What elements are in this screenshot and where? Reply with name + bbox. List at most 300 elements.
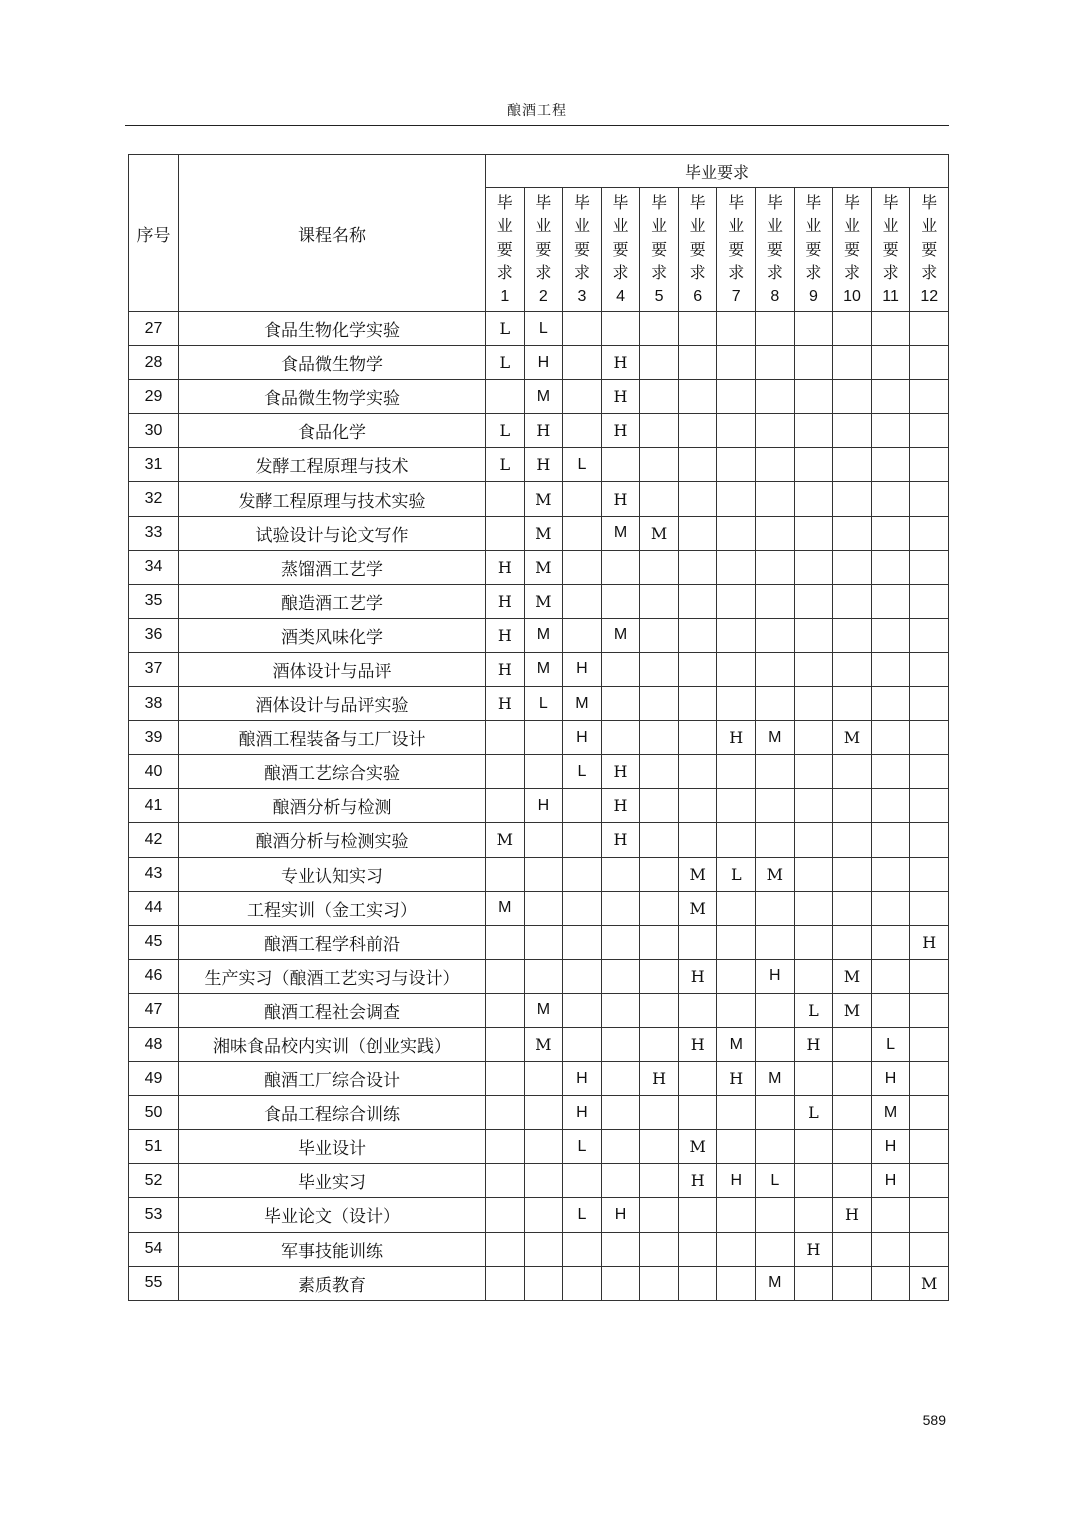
support-level-cell bbox=[640, 550, 679, 584]
row-course-name: 毕业论文（设计） bbox=[179, 1198, 486, 1232]
support-level-cell bbox=[563, 380, 602, 414]
support-level-cell bbox=[601, 687, 640, 721]
support-level-cell bbox=[640, 823, 679, 857]
support-level-cell bbox=[486, 380, 525, 414]
support-level-cell: L bbox=[524, 687, 563, 721]
support-level-cell bbox=[486, 1062, 525, 1096]
support-level-cell: H bbox=[678, 959, 717, 993]
req-header-text: 毕业要求 bbox=[573, 192, 590, 283]
support-level-cell bbox=[640, 993, 679, 1027]
column-header-req-11 bbox=[871, 188, 910, 312]
column-header-req-5 bbox=[640, 188, 679, 312]
support-level-cell bbox=[717, 687, 756, 721]
row-seq: 50 bbox=[129, 1096, 179, 1130]
support-level-cell bbox=[678, 618, 717, 652]
row-course-name: 酒类风味化学 bbox=[179, 618, 486, 652]
support-level-cell bbox=[524, 1198, 563, 1232]
support-level-cell bbox=[794, 346, 833, 380]
support-level-cell: M bbox=[678, 857, 717, 891]
support-level-cell bbox=[486, 1164, 525, 1198]
support-level-cell: H bbox=[563, 652, 602, 686]
support-level-cell: L bbox=[871, 1027, 910, 1061]
support-level-cell bbox=[717, 652, 756, 686]
support-level-cell bbox=[486, 1096, 525, 1130]
support-level-cell bbox=[871, 414, 910, 448]
table-row bbox=[129, 925, 949, 959]
support-level-cell bbox=[640, 482, 679, 516]
support-level-cell: H bbox=[640, 1062, 679, 1096]
support-level-cell: L bbox=[563, 448, 602, 482]
support-level-cell bbox=[833, 1027, 872, 1061]
support-level-cell bbox=[756, 618, 795, 652]
support-level-cell bbox=[678, 550, 717, 584]
support-level-cell bbox=[871, 550, 910, 584]
support-level-cell bbox=[910, 1164, 949, 1198]
support-level-cell bbox=[756, 516, 795, 550]
support-level-cell: H bbox=[524, 414, 563, 448]
support-level-cell bbox=[871, 380, 910, 414]
support-level-cell bbox=[717, 448, 756, 482]
running-header: 酿酒工程 bbox=[507, 103, 567, 119]
support-level-cell: H bbox=[678, 1027, 717, 1061]
row-course-name: 食品微生物学实验 bbox=[179, 380, 486, 414]
row-course-name: 试验设计与论文写作 bbox=[179, 516, 486, 550]
support-level-cell bbox=[910, 721, 949, 755]
support-level-cell bbox=[871, 823, 910, 857]
support-level-cell: M bbox=[524, 1027, 563, 1061]
support-level-cell bbox=[794, 482, 833, 516]
row-seq: 49 bbox=[129, 1062, 179, 1096]
support-level-cell bbox=[833, 414, 872, 448]
support-level-cell bbox=[640, 414, 679, 448]
support-level-cell: H bbox=[486, 584, 525, 618]
support-level-cell bbox=[794, 652, 833, 686]
support-level-cell bbox=[756, 1232, 795, 1266]
support-level-cell bbox=[833, 312, 872, 346]
row-seq: 47 bbox=[129, 993, 179, 1027]
support-level-cell bbox=[717, 993, 756, 1027]
support-level-cell bbox=[833, 1266, 872, 1300]
support-level-cell bbox=[640, 312, 679, 346]
support-level-cell bbox=[871, 516, 910, 550]
req-header-text: 毕业要求 bbox=[496, 192, 513, 283]
support-level-cell bbox=[524, 925, 563, 959]
support-level-cell bbox=[910, 993, 949, 1027]
support-level-cell bbox=[678, 652, 717, 686]
row-seq: 37 bbox=[129, 652, 179, 686]
support-level-cell bbox=[717, 1130, 756, 1164]
row-course-name: 工程实训（金工实习） bbox=[179, 891, 486, 925]
support-level-cell bbox=[563, 959, 602, 993]
support-level-cell bbox=[486, 1130, 525, 1164]
support-level-cell bbox=[794, 687, 833, 721]
support-level-cell bbox=[833, 687, 872, 721]
support-level-cell: H bbox=[563, 721, 602, 755]
support-level-cell bbox=[756, 414, 795, 448]
support-level-cell bbox=[910, 346, 949, 380]
support-level-cell bbox=[756, 482, 795, 516]
support-level-cell: L bbox=[486, 312, 525, 346]
table-row bbox=[129, 380, 949, 414]
support-level-cell bbox=[640, 1027, 679, 1061]
support-level-cell bbox=[871, 925, 910, 959]
support-level-cell bbox=[486, 516, 525, 550]
support-level-cell: H bbox=[486, 550, 525, 584]
support-level-cell: M bbox=[486, 823, 525, 857]
support-level-cell bbox=[563, 346, 602, 380]
support-level-cell: M bbox=[833, 993, 872, 1027]
row-seq: 43 bbox=[129, 857, 179, 891]
support-level-cell bbox=[563, 1164, 602, 1198]
table-row bbox=[129, 1164, 949, 1198]
support-level-cell bbox=[640, 789, 679, 823]
support-level-cell: M bbox=[524, 516, 563, 550]
support-level-cell bbox=[794, 823, 833, 857]
support-level-cell: M bbox=[678, 1130, 717, 1164]
support-level-cell: L bbox=[756, 1164, 795, 1198]
support-level-cell: H bbox=[524, 448, 563, 482]
support-level-cell: M bbox=[756, 857, 795, 891]
support-level-cell bbox=[601, 993, 640, 1027]
support-level-cell bbox=[601, 652, 640, 686]
support-level-cell bbox=[563, 584, 602, 618]
req-header-text: 毕业要求 bbox=[689, 192, 706, 283]
support-level-cell bbox=[563, 1027, 602, 1061]
req-header-number: 1 bbox=[500, 287, 510, 305]
support-level-cell bbox=[678, 380, 717, 414]
support-level-cell bbox=[563, 312, 602, 346]
support-level-cell bbox=[717, 1198, 756, 1232]
support-level-cell: H bbox=[794, 1232, 833, 1266]
req-header-text: 毕业要求 bbox=[651, 192, 668, 283]
support-level-cell: H bbox=[601, 823, 640, 857]
req-header-number: 7 bbox=[731, 287, 741, 305]
support-level-cell: H bbox=[524, 789, 563, 823]
support-level-cell bbox=[910, 550, 949, 584]
support-level-cell bbox=[756, 652, 795, 686]
table-row bbox=[129, 755, 949, 789]
row-course-name: 专业认知实习 bbox=[179, 857, 486, 891]
support-level-cell bbox=[601, 1130, 640, 1164]
support-level-cell bbox=[871, 993, 910, 1027]
support-level-cell bbox=[833, 1130, 872, 1164]
support-level-cell: M bbox=[833, 959, 872, 993]
support-level-cell bbox=[601, 584, 640, 618]
table-row bbox=[129, 312, 949, 346]
support-level-cell bbox=[486, 755, 525, 789]
req-header-text: 毕业要求 bbox=[805, 192, 822, 283]
row-seq: 40 bbox=[129, 755, 179, 789]
support-level-cell: H bbox=[563, 1062, 602, 1096]
support-level-cell bbox=[524, 1164, 563, 1198]
support-level-cell bbox=[871, 1266, 910, 1300]
support-level-cell bbox=[601, 1027, 640, 1061]
support-level-cell bbox=[794, 1130, 833, 1164]
support-level-cell bbox=[678, 1266, 717, 1300]
support-level-cell bbox=[871, 721, 910, 755]
support-level-cell bbox=[871, 789, 910, 823]
support-level-cell: L bbox=[717, 857, 756, 891]
row-seq: 54 bbox=[129, 1232, 179, 1266]
support-level-cell bbox=[910, 1130, 949, 1164]
support-level-cell bbox=[756, 925, 795, 959]
support-level-cell bbox=[756, 346, 795, 380]
support-level-cell bbox=[486, 789, 525, 823]
support-level-cell bbox=[601, 1062, 640, 1096]
support-level-cell bbox=[717, 925, 756, 959]
support-level-cell bbox=[756, 755, 795, 789]
table-row bbox=[129, 414, 949, 448]
row-seq: 29 bbox=[129, 380, 179, 414]
row-course-name: 酿酒工程社会调查 bbox=[179, 993, 486, 1027]
support-level-cell bbox=[486, 925, 525, 959]
support-level-cell bbox=[871, 1198, 910, 1232]
support-level-cell bbox=[910, 448, 949, 482]
support-level-cell bbox=[524, 823, 563, 857]
row-seq: 31 bbox=[129, 448, 179, 482]
support-level-cell bbox=[833, 925, 872, 959]
support-level-cell: M bbox=[524, 550, 563, 584]
support-level-cell bbox=[601, 925, 640, 959]
support-level-cell: M bbox=[871, 1096, 910, 1130]
support-level-cell bbox=[601, 1232, 640, 1266]
support-level-cell: H bbox=[910, 925, 949, 959]
row-seq: 44 bbox=[129, 891, 179, 925]
support-level-cell bbox=[563, 891, 602, 925]
table-row bbox=[129, 823, 949, 857]
req-header-text: 毕业要求 bbox=[766, 192, 783, 283]
support-level-cell: H bbox=[871, 1130, 910, 1164]
table-row bbox=[129, 959, 949, 993]
support-level-cell bbox=[794, 414, 833, 448]
support-level-cell bbox=[678, 448, 717, 482]
support-level-cell bbox=[833, 448, 872, 482]
support-level-cell: H bbox=[601, 482, 640, 516]
support-level-cell: M bbox=[910, 1266, 949, 1300]
row-course-name: 军事技能训练 bbox=[179, 1232, 486, 1266]
support-level-cell bbox=[756, 312, 795, 346]
table-row bbox=[129, 721, 949, 755]
support-level-cell bbox=[717, 312, 756, 346]
support-level-cell bbox=[756, 823, 795, 857]
support-level-cell bbox=[910, 380, 949, 414]
support-level-cell bbox=[833, 891, 872, 925]
support-level-cell bbox=[910, 755, 949, 789]
row-course-name: 酿酒分析与检测 bbox=[179, 789, 486, 823]
support-level-cell bbox=[756, 380, 795, 414]
support-level-cell bbox=[717, 584, 756, 618]
support-level-cell: H bbox=[486, 652, 525, 686]
support-level-cell bbox=[678, 1062, 717, 1096]
support-level-cell bbox=[717, 823, 756, 857]
support-level-cell bbox=[756, 1027, 795, 1061]
support-level-cell bbox=[833, 652, 872, 686]
support-level-cell: M bbox=[640, 516, 679, 550]
support-level-cell bbox=[910, 1062, 949, 1096]
support-level-cell bbox=[640, 618, 679, 652]
support-level-cell bbox=[717, 1266, 756, 1300]
support-level-cell bbox=[756, 993, 795, 1027]
support-level-cell bbox=[524, 721, 563, 755]
support-level-cell bbox=[640, 346, 679, 380]
row-course-name: 食品工程综合训练 bbox=[179, 1096, 486, 1130]
support-level-cell bbox=[871, 857, 910, 891]
support-level-cell bbox=[601, 891, 640, 925]
column-header-seq: 序号 bbox=[129, 155, 179, 312]
support-level-cell bbox=[717, 380, 756, 414]
support-level-cell bbox=[563, 482, 602, 516]
support-level-cell bbox=[794, 448, 833, 482]
support-level-cell: H bbox=[601, 380, 640, 414]
support-level-cell bbox=[640, 1164, 679, 1198]
row-seq: 45 bbox=[129, 925, 179, 959]
support-level-cell bbox=[871, 346, 910, 380]
support-level-cell bbox=[833, 1164, 872, 1198]
support-level-cell: M bbox=[756, 721, 795, 755]
support-level-cell: L bbox=[486, 414, 525, 448]
table-row bbox=[129, 584, 949, 618]
row-course-name: 酿酒工程装备与工厂设计 bbox=[179, 721, 486, 755]
row-seq: 33 bbox=[129, 516, 179, 550]
req-header-text: 毕业要求 bbox=[728, 192, 745, 283]
support-level-cell bbox=[794, 891, 833, 925]
support-level-cell bbox=[601, 857, 640, 891]
support-level-cell bbox=[524, 857, 563, 891]
support-level-cell: H bbox=[871, 1164, 910, 1198]
support-level-cell bbox=[910, 857, 949, 891]
column-header-req-2 bbox=[524, 188, 563, 312]
support-level-cell bbox=[910, 789, 949, 823]
table-row bbox=[129, 346, 949, 380]
table-row bbox=[129, 1096, 949, 1130]
support-level-cell bbox=[794, 925, 833, 959]
support-level-cell bbox=[871, 482, 910, 516]
support-level-cell bbox=[833, 516, 872, 550]
row-seq: 48 bbox=[129, 1027, 179, 1061]
row-course-name: 食品微生物学 bbox=[179, 346, 486, 380]
support-level-cell bbox=[486, 482, 525, 516]
support-level-cell: H bbox=[794, 1027, 833, 1061]
table-row bbox=[129, 789, 949, 823]
support-level-cell bbox=[756, 550, 795, 584]
req-header-text: 毕业要求 bbox=[843, 192, 860, 283]
support-level-cell: M bbox=[563, 687, 602, 721]
support-level-cell bbox=[601, 959, 640, 993]
support-level-cell bbox=[794, 789, 833, 823]
support-level-cell: M bbox=[717, 1027, 756, 1061]
req-header-number: 2 bbox=[538, 287, 548, 305]
support-level-cell: H bbox=[717, 721, 756, 755]
support-level-cell bbox=[794, 1266, 833, 1300]
support-level-cell: H bbox=[756, 959, 795, 993]
support-level-cell bbox=[678, 516, 717, 550]
support-level-cell bbox=[640, 652, 679, 686]
table-row bbox=[129, 687, 949, 721]
support-level-cell: M bbox=[486, 891, 525, 925]
support-level-cell bbox=[717, 1096, 756, 1130]
row-seq: 41 bbox=[129, 789, 179, 823]
support-level-cell bbox=[601, 550, 640, 584]
support-level-cell: M bbox=[678, 891, 717, 925]
support-level-cell bbox=[640, 448, 679, 482]
support-level-cell bbox=[640, 584, 679, 618]
support-level-cell: H bbox=[486, 687, 525, 721]
support-level-cell bbox=[871, 618, 910, 652]
row-seq: 35 bbox=[129, 584, 179, 618]
support-level-cell bbox=[833, 1096, 872, 1130]
support-level-cell: H bbox=[717, 1164, 756, 1198]
req-header-text: 毕业要求 bbox=[882, 192, 899, 283]
table-row bbox=[129, 1198, 949, 1232]
req-header-number: 9 bbox=[808, 287, 818, 305]
row-seq: 36 bbox=[129, 618, 179, 652]
support-level-cell bbox=[871, 959, 910, 993]
support-level-cell bbox=[833, 789, 872, 823]
support-level-cell bbox=[678, 1096, 717, 1130]
table-row bbox=[129, 1232, 949, 1266]
support-level-cell bbox=[640, 1232, 679, 1266]
row-course-name: 酿造酒工艺学 bbox=[179, 584, 486, 618]
row-course-name: 酒体设计与品评实验 bbox=[179, 687, 486, 721]
support-level-cell bbox=[794, 721, 833, 755]
support-level-cell bbox=[717, 618, 756, 652]
req-header-text: 毕业要求 bbox=[921, 192, 938, 283]
support-level-cell bbox=[640, 925, 679, 959]
support-level-cell bbox=[871, 448, 910, 482]
row-seq: 28 bbox=[129, 346, 179, 380]
support-level-cell: L bbox=[486, 346, 525, 380]
support-level-cell bbox=[756, 1198, 795, 1232]
support-level-cell bbox=[717, 550, 756, 584]
support-level-cell bbox=[794, 584, 833, 618]
support-level-cell: M bbox=[756, 1266, 795, 1300]
support-level-cell bbox=[678, 312, 717, 346]
support-level-cell: H bbox=[524, 346, 563, 380]
support-level-cell bbox=[601, 1096, 640, 1130]
row-course-name: 酿酒工程学科前沿 bbox=[179, 925, 486, 959]
support-level-cell bbox=[678, 823, 717, 857]
table-row bbox=[129, 516, 949, 550]
support-level-cell bbox=[640, 1096, 679, 1130]
support-level-cell bbox=[678, 687, 717, 721]
support-level-cell bbox=[717, 891, 756, 925]
support-level-cell bbox=[524, 1096, 563, 1130]
row-seq: 38 bbox=[129, 687, 179, 721]
support-level-cell bbox=[794, 959, 833, 993]
req-header-number: 5 bbox=[654, 287, 664, 305]
support-level-cell bbox=[640, 1198, 679, 1232]
row-course-name: 酿酒分析与检测实验 bbox=[179, 823, 486, 857]
support-level-cell bbox=[871, 1232, 910, 1266]
support-level-cell: L bbox=[563, 755, 602, 789]
support-level-cell bbox=[756, 448, 795, 482]
table-row bbox=[129, 1130, 949, 1164]
table-row bbox=[129, 652, 949, 686]
support-level-cell bbox=[794, 312, 833, 346]
support-level-cell bbox=[910, 959, 949, 993]
support-level-cell bbox=[640, 959, 679, 993]
support-level-cell: M bbox=[524, 380, 563, 414]
support-level-cell bbox=[717, 1232, 756, 1266]
support-level-cell bbox=[756, 584, 795, 618]
support-level-cell bbox=[833, 584, 872, 618]
support-level-cell bbox=[486, 1266, 525, 1300]
table-row bbox=[129, 482, 949, 516]
column-header-req-12 bbox=[910, 188, 949, 312]
support-level-cell bbox=[486, 721, 525, 755]
support-level-cell: L bbox=[794, 1096, 833, 1130]
support-level-cell bbox=[794, 380, 833, 414]
